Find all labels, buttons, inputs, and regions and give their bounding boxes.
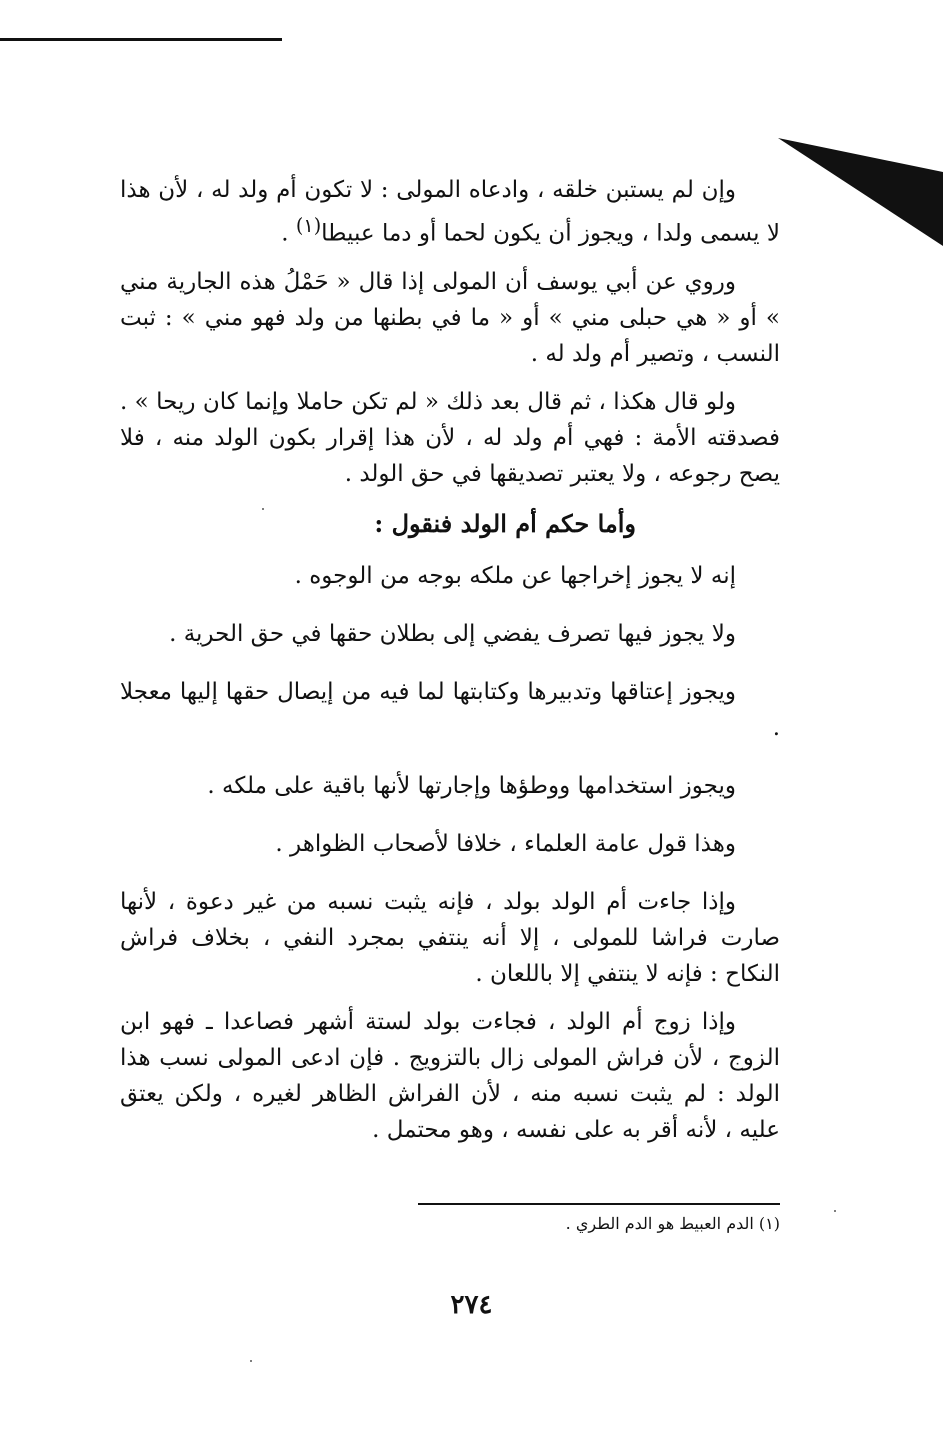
rule-item: ويجوز استخدامها ووطؤها وإجارتها لأنها باقية على ملكه .: [207, 772, 736, 799]
scan-speck: [250, 1360, 252, 1362]
section-heading: وأما حكم أم الولد فنقول :: [374, 508, 636, 538]
page-corner-mark: [778, 138, 943, 246]
paragraph-4: وإذا جاءت أم الولد بولد ، فإنه يثبت نسبه من غير دعوة ، لأنها صارت فراشا للمولى ، إلا أنه ينتفي بمجرد النفي ، بخلاف فراش النكاح : فإنه لا ينتفي إلا باللعان .: [120, 888, 780, 987]
paragraph-1-end: .: [281, 220, 296, 247]
paragraph-3: ولو قال هكذا ، ثم قال بعد ذلك « لم تكن حاملا وإنما كان ريحا » . فصدقته الأمة : فهي أم ولد له ، لأن هذا إقرار بكون الولد منه ، فلا يصح رجوعه ، ولا يعتبر تصديقها في حق الولد .: [120, 388, 780, 487]
paragraph-1: [120, 172, 780, 252]
footnote: (١) الدم العبيط هو الدم الطري .: [565, 1214, 780, 1233]
header-rule: [0, 38, 282, 41]
paragraph-1-text: وإن لم يستبن خلقه ، وادعاه المولى : لا تكون أم ولد له ، لأن هذا لا يسمى ولدا ، ويجوز أن يكون لحما أو دما عبيطا: [120, 177, 780, 247]
scan-speck: [834, 1210, 836, 1212]
paragraph-5: وإذا زوج أم الولد ، فجاءت بولد لستة أشهر فصاعدا ـ فهو ابن الزوج ، لأن فراش المولى زال بالتزويج . فإن ادعى المولى نسب هذا الولد : لم يثبت نسبه منه ، لأن الفراش الظاهر لغيره ، ولكن يعتق عليه ، لأنه أقر به على نفسه ، وهو محتمل .: [120, 1008, 780, 1143]
page-number: ٢٧٤: [450, 1290, 493, 1320]
paragraph-2: وروي عن أبي يوسف أن المولى إذا قال « حَمْلُ هذه الجارية مني » أو « هي حبلى مني » أو « ما في بطنها من ولد فهو مني » : ثبت النسب ، وتصير أم ولد له .: [120, 268, 780, 367]
page-body: [120, 172, 780, 1160]
rule-item: ويجوز إعتاقها وتدبيرها وكتابتها لما فيه من إيصال حقها إليها معجلا .: [120, 678, 780, 741]
rule-item: ولا يجوز فيها تصرف يفضي إلى بطلان حقها في حق الحرية .: [169, 620, 736, 647]
scan-speck: [262, 508, 264, 510]
footnote-ref: (١): [295, 214, 322, 237]
rule-item: إنه لا يجوز إخراجها عن ملكه بوجه من الوجوه .: [294, 562, 736, 589]
rule-item: وهذا قول عامة العلماء ، خلافا لأصحاب الظواهر .: [275, 830, 736, 857]
footnote-rule: [418, 1203, 780, 1205]
